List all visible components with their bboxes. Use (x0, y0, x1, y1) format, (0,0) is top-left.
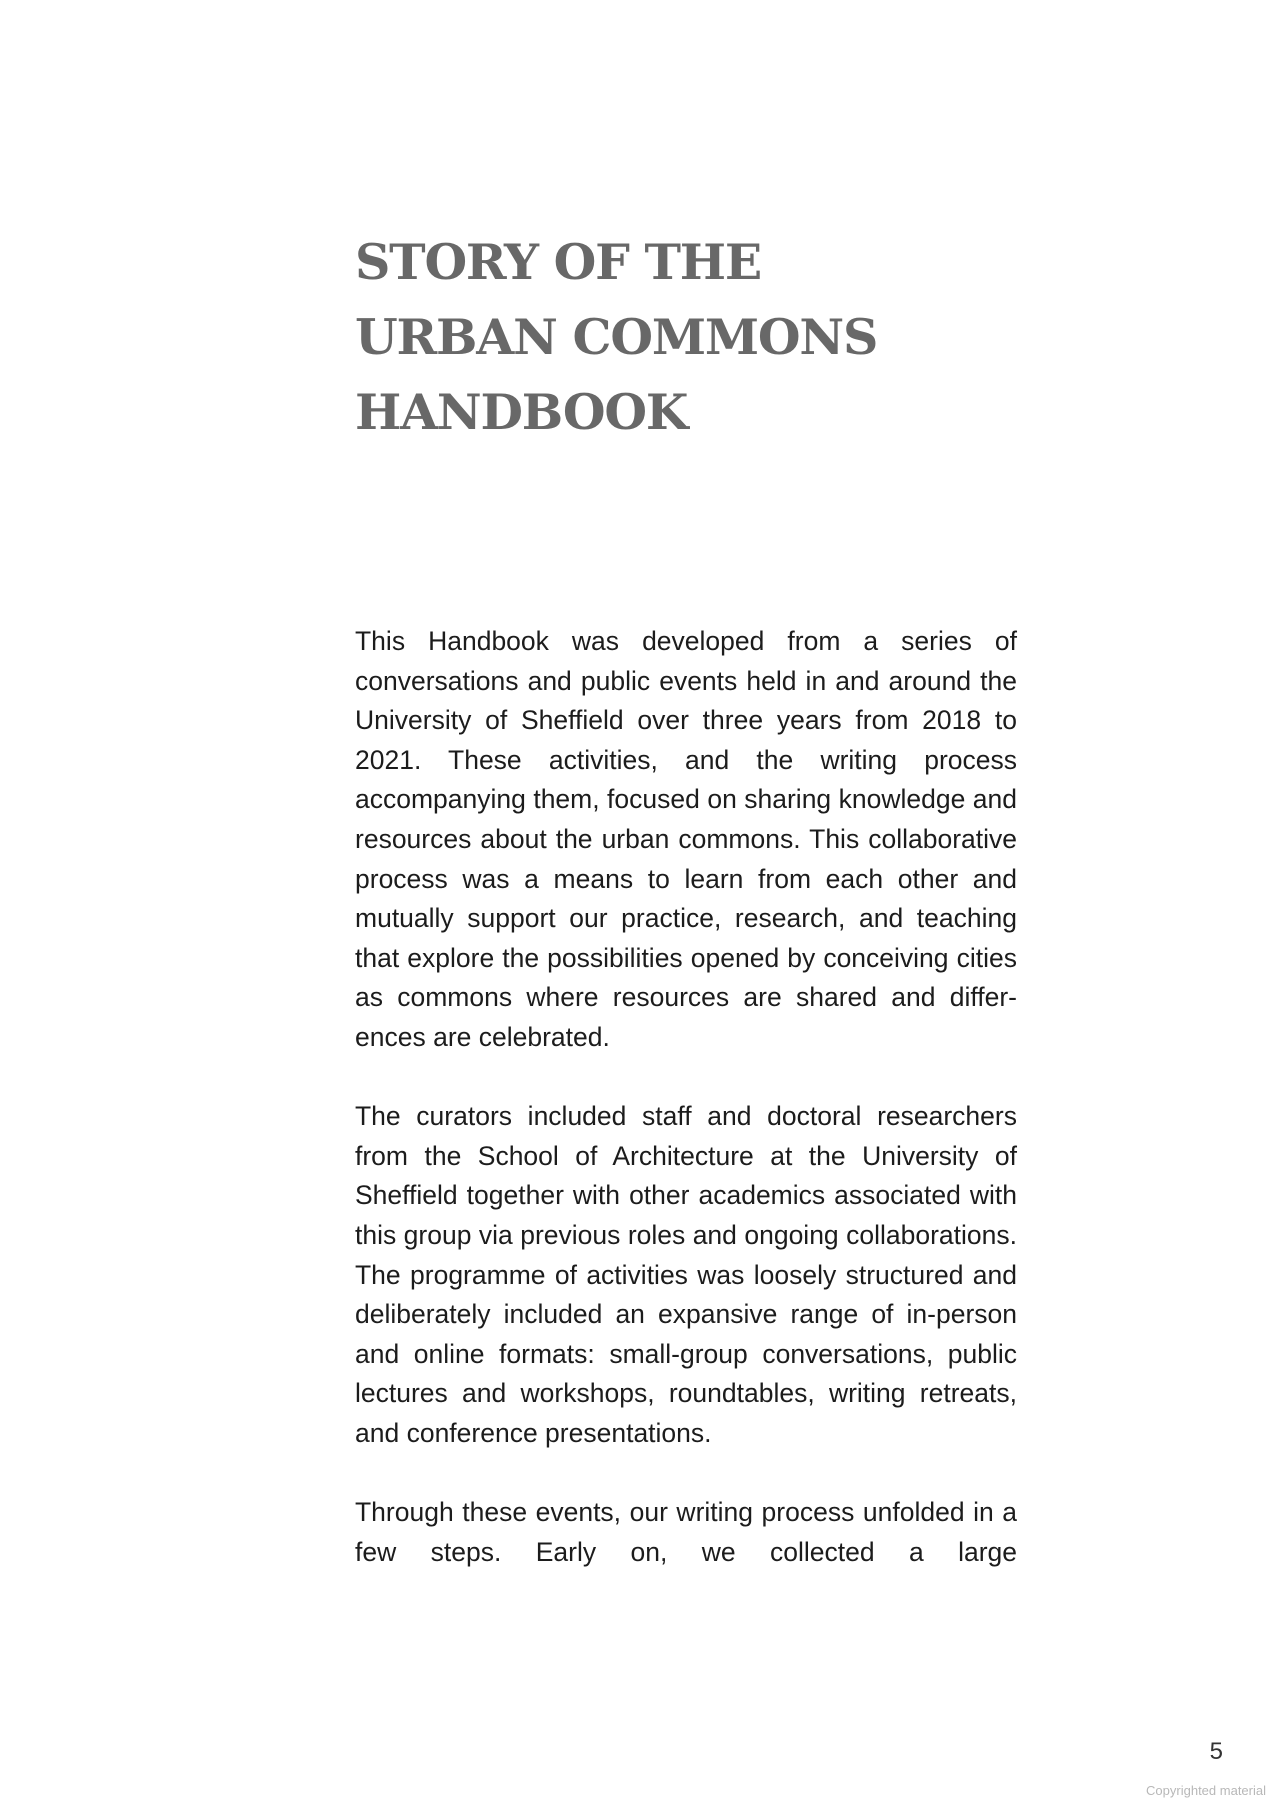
paragraph-2: The curators included staff and doctoral researchers from the School of Architecture at the University of Sheffield together with other academics associated with this group via previous roles and ongoing collaborations. The programme of activities was loosely structured and deliberately included an expansive range of in-person and online formats: small-group conversations, public lectures and workshops, roundtables, writing retreats, and conference presentations. (355, 1101, 1017, 1448)
chapter-title-line-2: URBAN COMMONS (355, 308, 878, 366)
chapter-title-line-1: STORY OF THE (355, 233, 762, 291)
body-text (355, 622, 1017, 1612)
paragraph-3: Through these events, our writing process unfolded in a few steps. Early on, we collected a large (355, 1497, 1017, 1567)
copyright-watermark: Copyrighted material (1146, 1783, 1266, 1798)
chapter-title-line-3: HANDBOOK (355, 383, 688, 441)
chapter-title (355, 225, 1055, 450)
page-number: 5 (1209, 1738, 1223, 1765)
paragraph-1: This Handbook was developed from a series of conversations and public events held in and around the University of Sheffield over three years from 2018 to 2021. These activities, and the writing process accompanying them, focused on sharing knowledge and resources about the urban commons. This collaborative process was a means to learn from each other and mutually support our practice, research, and teaching that explore the possibilities opened by conceiving cities as commons where resources are shared and differences are celebrated. (355, 626, 1017, 1052)
